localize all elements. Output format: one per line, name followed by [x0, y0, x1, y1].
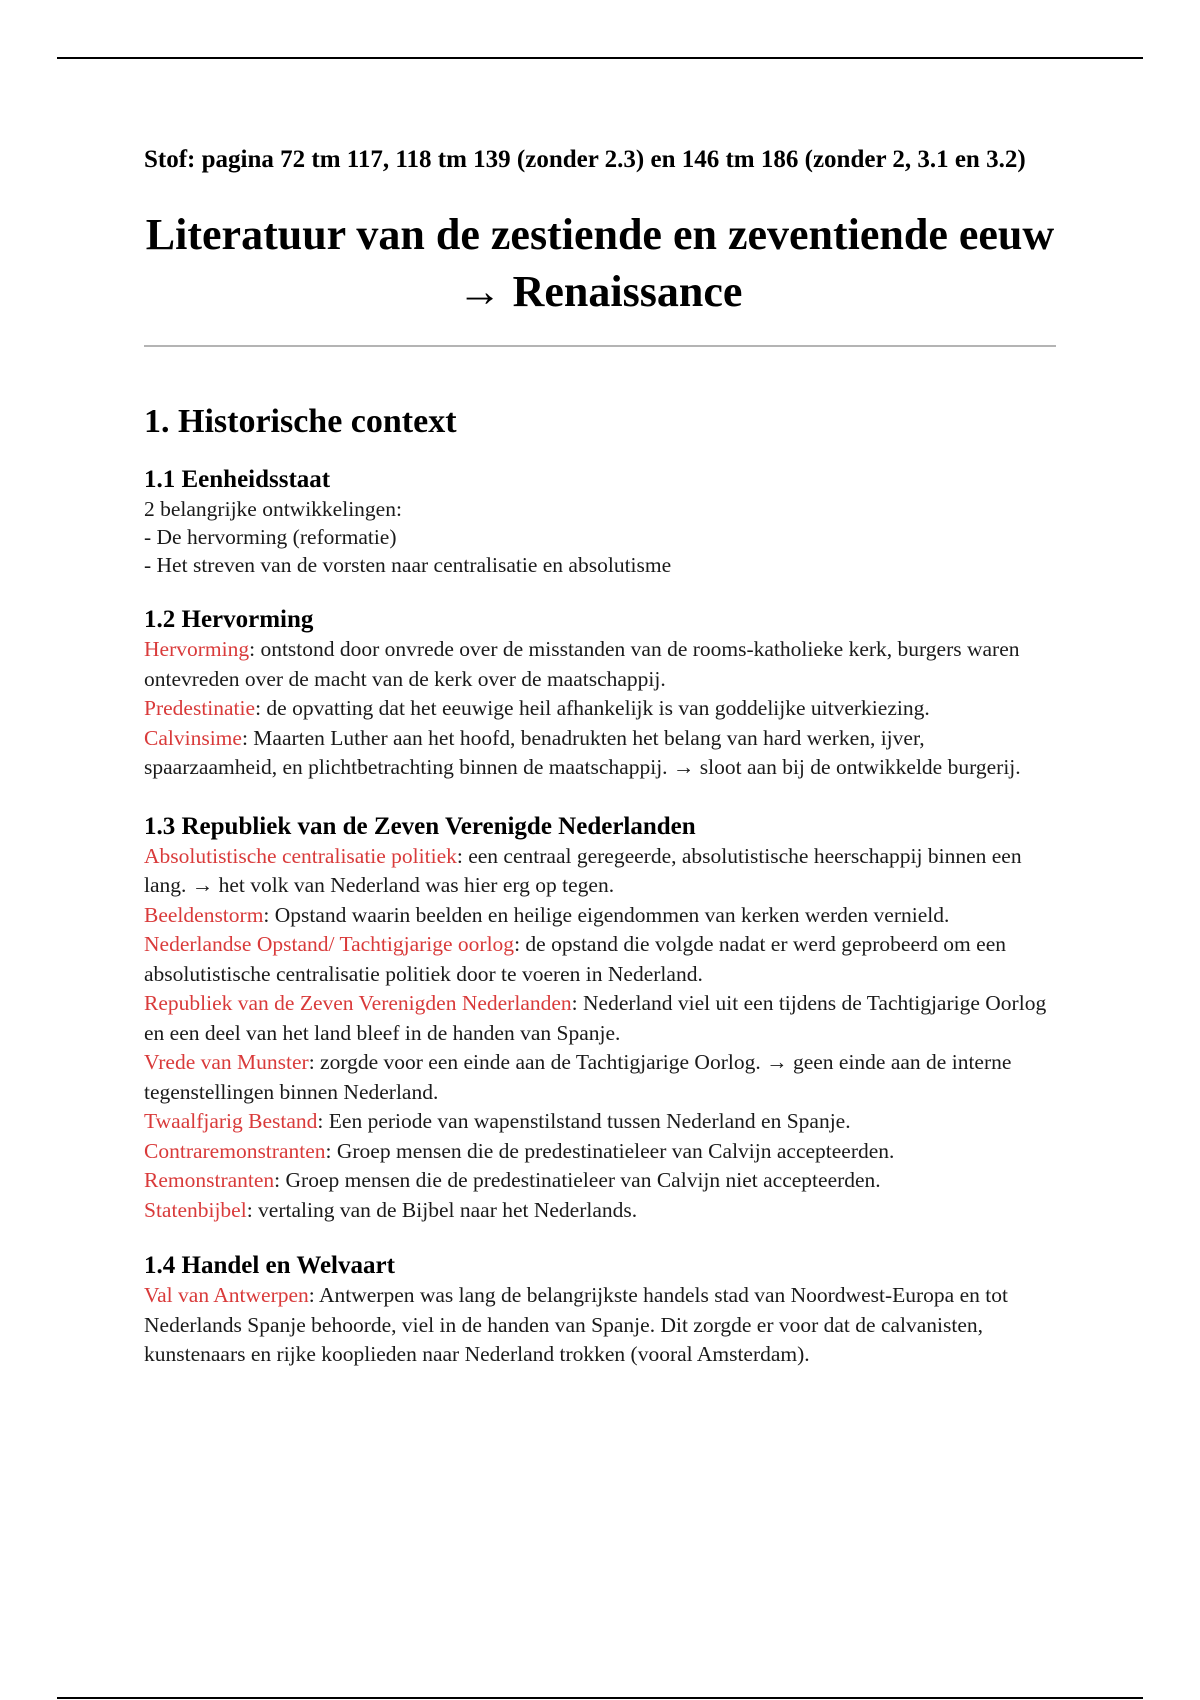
definition-term: Remonstranten: [144, 1168, 275, 1192]
definition-entry: [144, 1281, 1056, 1370]
definition-term: Hervorming: [144, 637, 250, 661]
section-heading: 1.4 Handel en Welvaart: [144, 1252, 395, 1279]
definition-entry: [144, 694, 1056, 724]
definition-entry: [144, 1166, 1056, 1196]
section-republiek: [144, 812, 1056, 1226]
definition-text: : de opstand die volgde nadat er werd geprobeerd om een absolutistische centralisatie politiek door te voeren in Nederland.: [144, 932, 1006, 986]
definition-entry: [144, 1137, 1056, 1167]
definition-text: : Groep mensen die de predestinatieleer van Calvijn accepteerden.: [325, 1138, 895, 1163]
definition-term: Contraremonstranten: [144, 1138, 326, 1163]
definition-entry: [144, 635, 1056, 694]
definition-text: : Groep mensen die de predestinatieleer van Calvijn niet accepteerden.: [274, 1168, 881, 1192]
chapter-title: 1. Historische context: [144, 403, 457, 440]
definition-entry: [144, 724, 1056, 783]
definition-term: Absolutistische centralisatie politiek: [144, 843, 457, 868]
definition-term: Twaalfjarig Bestand: [144, 1109, 318, 1133]
definition-text: : Antwerpen was lang de belangrijkste handels stad van Noordwest-Europa en tot Nederlands Spanje behoorde, viel in de handen van Spanje. Dit zorgde er voor dat de calvanisten, kunstenaars en rijke kooplieden naar Nederland trokken (vooral Amsterdam).: [144, 1283, 1008, 1366]
definition-term: Calvinsime: [144, 725, 242, 750]
study-material-note: Stof: pagina 72 tm 117, 118 tm 139 (zonder 2.3) en 146 tm 186 (zonder 2, 3.1 en 3.2): [144, 146, 1026, 173]
definition-text: : de opvatting dat het eeuwige heil afhankelijk is van goddelijke uitverkiezing.: [255, 696, 930, 720]
definition-entry: [144, 1048, 1056, 1107]
definition-entry: [144, 989, 1056, 1048]
definition-term: Predestinatie: [144, 696, 256, 720]
document-title: Literatuur van de zestiende en zeventiende eeuw → Renaissance: [145, 210, 1055, 316]
section-line: - De hervorming (reformatie): [144, 525, 397, 549]
section-heading: 1.2 Hervorming: [144, 606, 314, 633]
definition-text: : Maarten Luther aan het hoofd, benadrukten het belang van hard werken, ijver, spaarzaamheid, en plichtbetrachting binnen de maatschappij. → sloot aan bij de ontwikkelde burgerij.: [144, 725, 1021, 779]
definition-entry: [144, 930, 1056, 989]
section-line: - Het streven van de vorsten naar centralisatie en absolutisme: [144, 553, 672, 577]
bottom-rule: [57, 1697, 1143, 1699]
section-line: 2 belangrijke ontwikkelingen:: [144, 497, 402, 521]
section-heading: 1.3 Republiek van de Zeven Verenigde Nederlanden: [144, 812, 696, 840]
definition-entry: [144, 842, 1056, 901]
section-heading: 1.1 Eenheidsstaat: [144, 466, 331, 493]
definition-text: : ontstond door onvrede over de misstanden van de rooms-katholieke kerk, burgers waren ontevreden over de macht van de kerk over de maatschappij.: [144, 637, 1020, 691]
definition-term: Statenbijbel: [144, 1197, 247, 1222]
document-page: [144, 143, 1056, 1370]
definition-text: : Een periode van wapenstilstand tussen Nederland en Spanje.: [317, 1109, 851, 1133]
title-divider: [144, 345, 1056, 347]
definition-entry: [144, 1196, 1056, 1226]
definition-entry: [144, 901, 1056, 931]
definition-term: Nederlandse Opstand/ Tachtigjarige oorlog: [144, 932, 515, 956]
definition-text: : een centraal geregeerde, absolutistische heerschappij binnen een lang. → het volk van Nederland was hier erg op tegen.: [144, 843, 1022, 897]
section-hervorming: [144, 605, 1056, 783]
definition-text: : Nederland viel uit een tijdens de Tachtigjarige Oorlog en een deel van het land bleef in de handen van Spanje.: [144, 991, 1047, 1045]
section-handel-en-welvaart: [144, 1251, 1056, 1370]
definition-term: Beeldenstorm: [144, 902, 264, 927]
section-eenheidsstaat: [144, 465, 1056, 579]
definition-entry: [144, 1107, 1056, 1137]
definition-text: : Opstand waarin beelden en heilige eigendommen van kerken werden vernield.: [263, 902, 950, 927]
definition-term: Vrede van Munster: [144, 1050, 309, 1074]
definition-term: Republiek van de Zeven Verenigden Nederlanden: [144, 991, 572, 1015]
top-rule: [57, 57, 1143, 59]
definition-text: : zorgde voor een einde aan de Tachtigjarige Oorlog. → geen einde aan de interne tegenstellingen binnen Nederland.: [144, 1050, 1012, 1104]
definition-term: Val van Antwerpen: [144, 1283, 309, 1307]
definition-text: : vertaling van de Bijbel naar het Nederlands.: [246, 1197, 638, 1222]
